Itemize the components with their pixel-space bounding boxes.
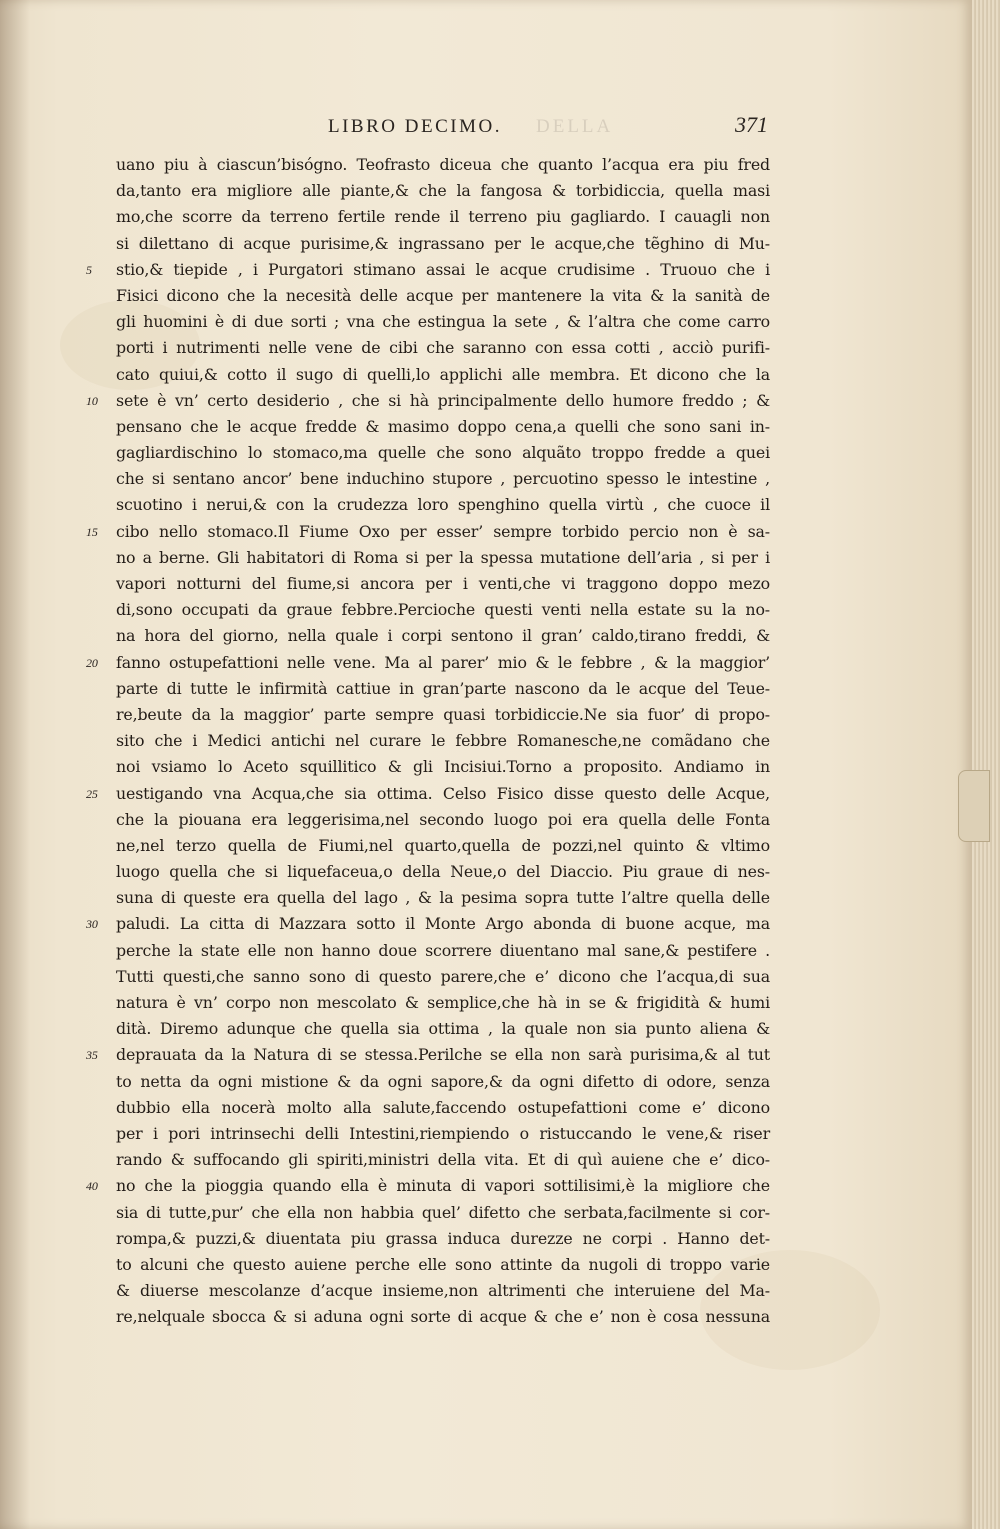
text-line	[116, 1278, 770, 1304]
body-text	[86, 152, 770, 1330]
page-header	[116, 112, 768, 146]
text-line	[86, 650, 770, 676]
line-text: sito che i Medici antichi nel curare le febbre Romanesche,ne comãdano che	[116, 731, 770, 751]
text-line	[116, 754, 770, 780]
text-line	[116, 833, 770, 859]
text-line	[86, 519, 770, 545]
line-text: da,tanto era migliore alle piante,& che la fangosa & torbidiccia, quella masi	[116, 181, 770, 201]
text-line	[86, 1042, 770, 1068]
page-number: 371	[735, 112, 768, 137]
running-head: LIBRO DECIMO.	[328, 116, 502, 137]
line-text: uano piu à ciascun’bisógno. Teofrasto diceua che quanto l’acqua era piu fred	[116, 155, 770, 174]
line-text: noi vsiamo lo Aceto squillitico & gli Incisiui.Torno a proposito. Andiamo in	[116, 757, 770, 777]
line-text: Tutti questi,che sanno sono di questo parere,che e’ dicono che l’acqua,di sua	[116, 966, 770, 986]
text-line	[116, 231, 770, 257]
line-text: stio,& tiepide , i Purgatori stimano assai le acque crudisime . Truouo che i	[116, 259, 770, 279]
text-line	[116, 1095, 770, 1121]
line-number: 25	[86, 786, 98, 801]
line-text: vapori notturni del fiume,si ancora per i venti,che vi traggono doppo mezo	[116, 574, 770, 593]
line-number: 5	[86, 262, 92, 277]
text-line	[116, 545, 770, 571]
line-text: sia di tutte,pur’ che ella non habbia quel’ difetto che serbata,facilmente si cor-	[116, 1202, 770, 1222]
line-text: per i pori intrinsechi delli Intestini,riempiendo o ristuccando le vene,& riser	[116, 1123, 770, 1143]
text-line	[116, 1147, 770, 1173]
show-through-text: DELLA	[536, 116, 614, 137]
text-line	[116, 1016, 770, 1042]
line-text: porti i nutrimenti nelle vene de cibi che saranno con essa cotti , acciò purifi-	[116, 338, 770, 358]
text-line	[116, 466, 770, 492]
line-text: ne,nel terzo quella de Fiumi,nel quarto,quella de pozzi,nel quinto & vltimo	[116, 835, 770, 855]
line-text: pensano che le acque fredde & masimo doppo cena,a quelli che sono sani in-	[116, 416, 770, 436]
line-text: & diuerse mescolanze d’acque insieme,non altrimenti che interuiene del Ma-	[116, 1281, 770, 1301]
text-line	[116, 938, 770, 964]
text-line	[86, 1173, 770, 1199]
line-number: 20	[86, 655, 98, 670]
text-line	[86, 388, 770, 414]
line-text: re,nelquale sbocca & si aduna ogni sorte di acque & che e’ non è cosa nessuna	[116, 1307, 770, 1327]
text-line	[86, 257, 770, 283]
text-line	[116, 676, 770, 702]
line-text: rando & suffocando gli spiriti,ministri della vita. Et di quì auiene che e’ dico-	[116, 1150, 770, 1170]
line-text: uestigando vna Acqua,che sia ottima. Celso Fisico disse questo delle Acque,	[116, 783, 770, 803]
text-line	[116, 1304, 770, 1330]
text-line	[116, 807, 770, 833]
line-text: Fisici dicono che la necesità delle acque per mantenere la vita & la sanità de	[116, 285, 770, 305]
line-text: parte di tutte le infirmità cattiue in gran’parte nascono da le acque del Teue-	[116, 678, 770, 698]
text-line	[116, 309, 770, 335]
line-text: suna di queste era quella del lago , & la pesima sopra tutte l’altre quella delle	[116, 888, 770, 908]
text-line	[116, 990, 770, 1016]
line-text: perche la state elle non hanno doue scorrere diuentano mal sane,& pestifere .	[116, 940, 770, 960]
text-line	[116, 204, 770, 230]
text-line	[116, 1226, 770, 1252]
text-line	[116, 152, 770, 178]
text-line	[116, 283, 770, 309]
line-text: natura è vn’ corpo non mescolato & semplice,che hà in se & frigidità & humi	[116, 993, 770, 1012]
line-text: gagliardischino lo stomaco,ma quelle che sono alquãto troppo fredde a quei	[116, 443, 770, 463]
line-text: dità. Diremo adunque che quella sia ottima , la quale non sia punto aliena &	[116, 1019, 770, 1039]
text-line	[86, 911, 770, 937]
line-text: si dilettano di acque purisime,& ingrassano per le acque,che tẽghino di Mu-	[116, 233, 770, 253]
line-text: di,sono occupati da graue febbre.Percioche questi venti nella estate su la no-	[116, 600, 770, 620]
line-text: scuotino i nerui,& con la crudezza loro spenghino quella virtù , che cuoce il	[116, 495, 770, 515]
text-line	[116, 964, 770, 990]
page-edges	[972, 0, 1000, 1529]
line-text: fanno ostupefattioni nelle vene. Ma al parer’ mio & le febbre , & la maggior’	[116, 652, 770, 672]
line-text: deprauata da la Natura di se stessa.Perilche se ella non sarà purisima,& al tut	[116, 1045, 770, 1065]
text-line	[116, 440, 770, 466]
line-text: no a berne. Gli habitatori di Roma si per la spessa mutatione dell’aria , si per i	[116, 547, 770, 567]
text-line	[86, 781, 770, 807]
line-text: mo,che scorre da terreno fertile rende il terreno piu gagliardo. I cauagli non	[116, 207, 770, 227]
text-line	[116, 178, 770, 204]
line-text: gli huomini è di due sorti ; vna che estingua la sete , & l’altra che come carro	[116, 312, 770, 332]
line-number: 10	[86, 393, 98, 408]
text-line	[116, 1252, 770, 1278]
line-text: sete è vn’ certo desiderio , che si hà principalmente dello humore freddo ; &	[116, 390, 770, 410]
line-number: 30	[86, 917, 98, 932]
text-line	[116, 335, 770, 361]
line-text: che si sentano ancor’ bene induchino stupore , percuotino spesso le intestine ,	[116, 469, 770, 489]
gutter-shadow	[0, 0, 30, 1529]
text-line	[116, 728, 770, 754]
line-text: to netta da ogni mistione & da ogni sapore,& da ogni difetto di odore, senza	[116, 1071, 770, 1091]
text-line	[116, 1121, 770, 1147]
line-text: to alcuni che questo auiene perche elle sono attinte da nugoli di troppo varie	[116, 1254, 770, 1274]
text-line	[116, 597, 770, 623]
text-line	[116, 859, 770, 885]
text-line	[116, 492, 770, 518]
line-text: dubbio ella nocerà molto alla salute,faccendo ostupefattioni come e’ dicono	[116, 1097, 770, 1117]
text-line	[116, 1069, 770, 1095]
line-text: cato quiui,& cotto il sugo di quelli,lo applichi alle membra. Et dicono che la	[116, 364, 770, 384]
text-line	[116, 414, 770, 440]
text-line	[116, 571, 770, 597]
line-text: cibo nello stomaco.Il Fiume Oxo per esser’ sempre torbido percio non è sa-	[116, 521, 770, 541]
text-line	[116, 1200, 770, 1226]
line-text: rompa,& puzzi,& diuentata piu grassa induca durezze ne corpi . Hanno det-	[116, 1228, 770, 1248]
line-text: luogo quella che si liquefaceua,o della Neue,o del Diaccio. Piu graue di nes-	[116, 862, 770, 882]
text-line	[116, 623, 770, 649]
line-text: paludi. La citta di Mazzara sotto il Monte Argo abonda di buone acque, ma	[116, 914, 770, 934]
text-line	[116, 362, 770, 388]
line-text: na hora del giorno, nella quale i corpi sentono il gran’ caldo,tirano freddi, &	[116, 626, 770, 646]
text-line	[116, 885, 770, 911]
line-text: no che la pioggia quando ella è minuta di vapori sottilisimi,è la migliore che	[116, 1176, 770, 1196]
line-number: 15	[86, 524, 98, 539]
text-line	[116, 702, 770, 728]
line-number: 40	[86, 1179, 98, 1194]
line-text: re,beute da la maggior’ parte sempre quasi torbidiccie.Ne sia fuor’ di propo-	[116, 704, 770, 724]
bookmark-tab	[958, 770, 990, 842]
line-text: che la piouana era leggerisima,nel secondo luogo poi era quella delle Fonta	[116, 809, 770, 829]
line-number: 35	[86, 1048, 98, 1063]
